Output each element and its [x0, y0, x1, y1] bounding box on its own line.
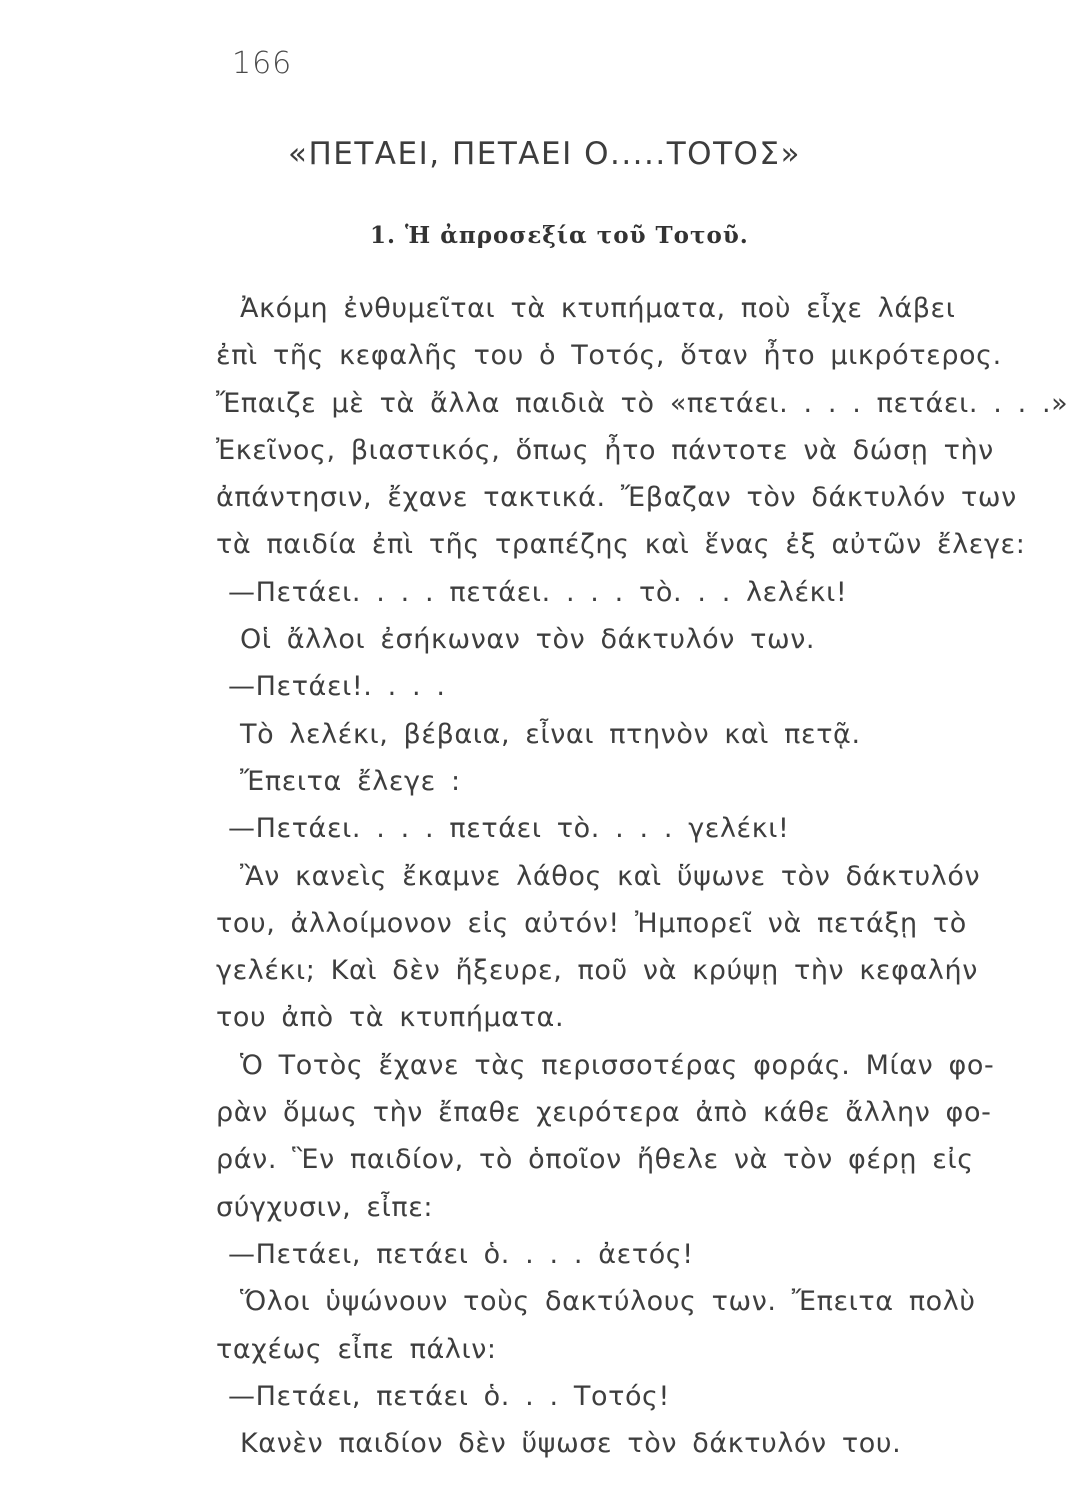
text-line: Ὁ Τοτὸς ἔχανε τὰς περισσοτέρας φοράς. Μίαν φο-: [240, 1049, 995, 1081]
text-line: ταχέως εἶπε πάλιν:: [216, 1333, 497, 1365]
section-heading: 1. Ἡ ἀπροσεξία τοῦ Τοτοῦ.: [370, 222, 749, 249]
text-line: —Πετάει. . . . πετάει. . . . τὸ. . . λελέκι!: [228, 576, 848, 608]
text-line: Κανὲν παιδίον δὲν ὕψωσε τὸν δάκτυλόν του.: [240, 1428, 902, 1460]
text-line: Ἀκόμη ἐνθυμεῖται τὰ κτυπήματα, ποὺ εἶχε λάβει: [240, 293, 956, 324]
text-line: ράν. Ἓν παιδίον, τὸ ὁποῖον ἤθελε νὰ τὸν φέρῃ εἰς: [216, 1144, 974, 1176]
text-line: —Πετάει, πετάει ὁ. . . Τοτός!: [228, 1380, 670, 1412]
text-line: Ἐκεῖνος, βιαστικός, ὅπως ἦτο πάντοτε νὰ δώσῃ τὴν: [216, 434, 994, 466]
body-text: [216, 285, 1069, 1467]
text-line: ἐπὶ τῆς κεφαλῆς του ὁ Τοτός, ὅταν ἦτο μικρότερος.: [216, 340, 1002, 372]
text-line: Ἂν κανεὶς ἔκαμνε λάθος καὶ ὕψωνε τὸν δάκτυλόν: [240, 860, 981, 892]
text-line: του, ἀλλοίμονον εἰς αὐτόν! Ἠμπορεῖ νὰ πετάξῃ τὸ: [216, 907, 967, 939]
text-line: τὰ παιδία ἐπὶ τῆς τραπέζης καὶ ἕνας ἐξ αὐτῶν ἔλεγε:: [216, 529, 1026, 561]
text-line: Ἔπειτα ἔλεγε :: [240, 765, 461, 797]
page-number: 166: [232, 46, 293, 81]
text-line: ἀπάντησιν, ἔχανε τακτικά. Ἔβαζαν τὸν δάκτυλόν των: [216, 482, 1017, 514]
text-line: σύγχυσιν, εἶπε:: [216, 1191, 434, 1223]
chapter-title: «ΠΕΤΑΕΙ, ΠΕΤΑΕΙ Ο.....ΤΟΤΟΣ»: [288, 136, 801, 172]
text-line: —Πετάει. . . . πετάει τὸ. . . . γελέκι!: [228, 813, 790, 845]
text-line: γελέκι; Καὶ δὲν ἤξευρε, ποῦ νὰ κρύψῃ τὴν κεφαλήν: [216, 955, 978, 987]
text-line: του ἀπὸ τὰ κτυπήματα.: [216, 1002, 565, 1034]
text-line: Ὅλοι ὑψώνουν τοὺς δακτύλους των. Ἔπειτα πολὺ: [240, 1286, 976, 1318]
text-line: ρὰν ὅμως τὴν ἔπαθε χειρότερα ἀπὸ κάθε ἄλλην φο-: [216, 1097, 992, 1129]
text-line: Τὸ λελέκι, βέβαια, εἶναι πτηνὸν καὶ πετᾷ.: [240, 718, 861, 750]
text-line: Οἱ ἄλλοι ἐσήκωναν τὸν δάκτυλόν των.: [240, 624, 816, 656]
text-line: —Πετάει, πετάει ὁ. . . . ἀετός!: [228, 1238, 694, 1270]
text-line: Ἔπαιζε μὲ τὰ ἄλλα παιδιὰ τὸ «πετάει. . . . πετάει. . . .»: [216, 387, 1069, 419]
text-line: —Πετάει!. . . .: [228, 671, 446, 703]
